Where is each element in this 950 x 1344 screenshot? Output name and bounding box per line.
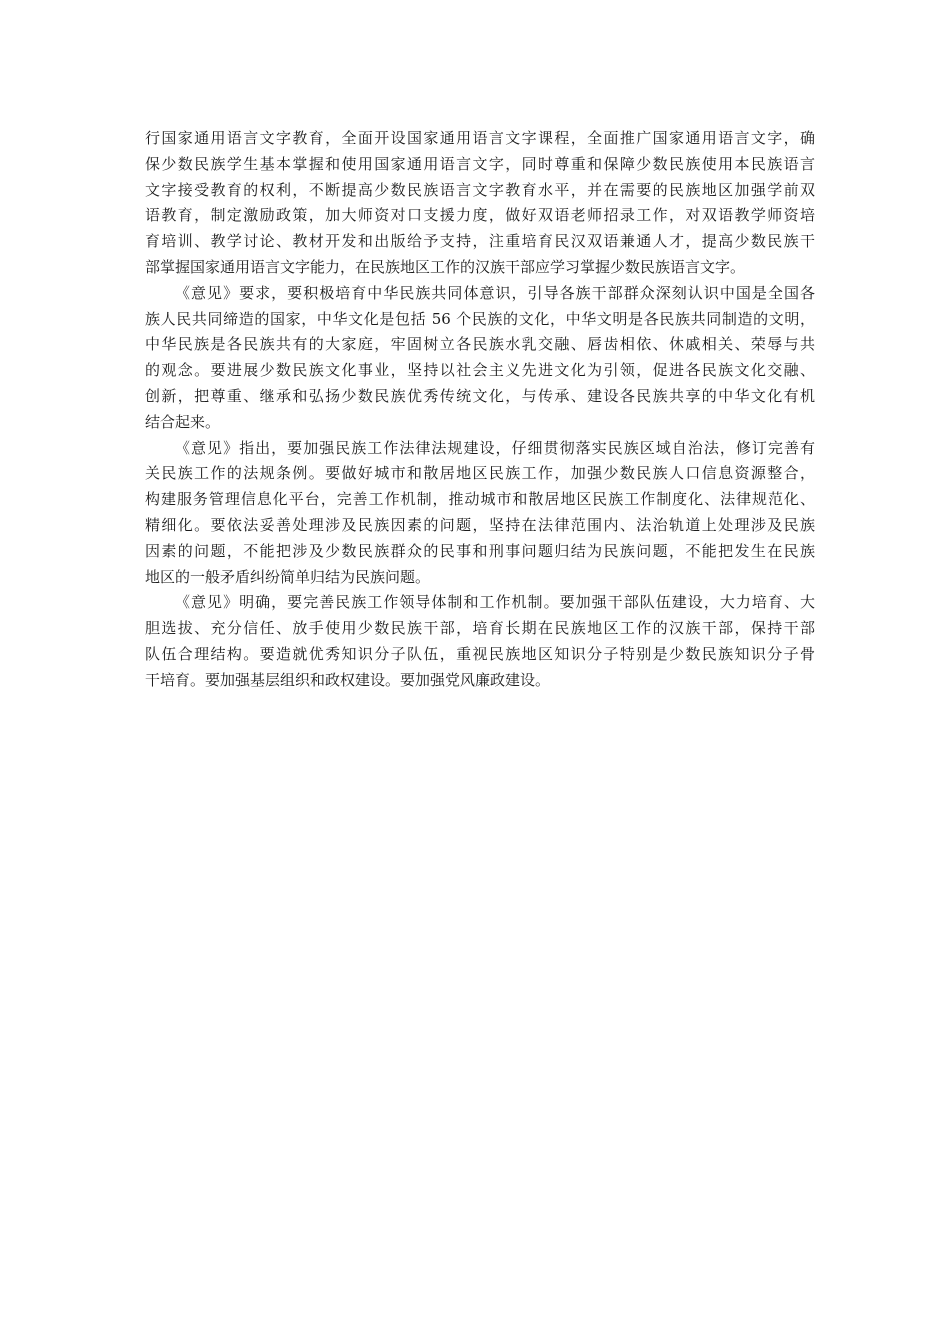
text-line: 《意见》指出，要加强民族工作法律法规建设，仔细贯彻落实民族区域自治法，修订完善有 <box>175 438 815 457</box>
text-line: 《意见》明确，要完善民族工作领导体制和工作机制。要加强干部队伍建设，大力培育、大 <box>175 593 815 612</box>
text-line: 的观念。要进展少数民族文化事业，坚持以社会主义先进文化为引领，促进各民族文化交融、 <box>145 361 815 380</box>
text-line: 中华民族是各民族共有的大家庭，牢固树立各民族水乳交融、唇齿相依、休戚相关、荣辱与共 <box>145 335 815 354</box>
text-line: 结合起来。 <box>145 412 221 431</box>
paragraph-4 <box>145 590 815 693</box>
document-body <box>145 126 815 694</box>
text-line: 《意见》要求，要积极培育中华民族共同体意识，引导各族干部群众深刻认识中国是全国各 <box>175 283 815 302</box>
paragraph-1 <box>145 126 815 281</box>
text-line: 语教育，制定激励政策，加大师资对口支援力度，做好双语老师招录工作，对双语教学师资培 <box>145 206 815 225</box>
paragraph-3 <box>145 436 815 591</box>
text-line: 保少数民族学生基本掌握和使用国家通用语言文字，同时尊重和保障少数民族使用本民族语言 <box>145 154 815 173</box>
text-line: 部掌握国家通用语言文字能力，在民族地区工作的汉族干部应学习掌握少数民族语言文字。 <box>145 257 746 276</box>
text-line: 因素的问题，不能把涉及少数民族群众的民事和刑事问题归结为民族问题，不能把发生在民族 <box>145 541 815 560</box>
text-line: 地区的一般矛盾纠纷简单归结为民族问题。 <box>145 567 431 586</box>
text-line: 构建服务管理信息化平台，完善工作机制，推动城市和散居地区民族工作制度化、法律规范化、 <box>145 490 815 509</box>
text-line: 队伍合理结构。要造就优秀知识分子队伍，重视民族地区知识分子特别是少数民族知识分子骨 <box>145 644 815 663</box>
text-line: 干培育。要加强基层组织和政权建设。要加强党风廉政建设。 <box>145 670 551 689</box>
text-line: 行国家通用语言文字教育，全面开设国家通用语言文字课程，全面推广国家通用语言文字，确 <box>145 129 815 147</box>
paragraph-2 <box>145 281 815 436</box>
text-line: 创新，把尊重、继承和弘扬少数民族优秀传统文化，与传承、建设各民族共享的中华文化有机 <box>145 386 815 405</box>
text-line: 精细化。要依法妥善处理涉及民族因素的问题，坚持在法律范围内、法治轨道上处理涉及民族 <box>145 515 815 534</box>
text-line: 育培训、教学讨论、教材开发和出版给予支持，注重培育民汉双语兼通人才，提高少数民族干 <box>145 232 815 251</box>
text-line: 族人民共同缔造的国家，中华文化是包括 56 个民族的文化，中华文明是各民族共同制造的文明， <box>145 309 815 328</box>
text-line: 胆选拔、充分信任、放手使用少数民族干部，培育长期在民族地区工作的汉族干部，保持干部 <box>145 619 815 638</box>
text-line: 文字接受教育的权利，不断提高少数民族语言文字教育水平，并在需要的民族地区加强学前双 <box>145 180 815 199</box>
text-line: 关民族工作的法规条例。要做好城市和散居地区民族工作，加强少数民族人口信息资源整合， <box>145 464 815 483</box>
